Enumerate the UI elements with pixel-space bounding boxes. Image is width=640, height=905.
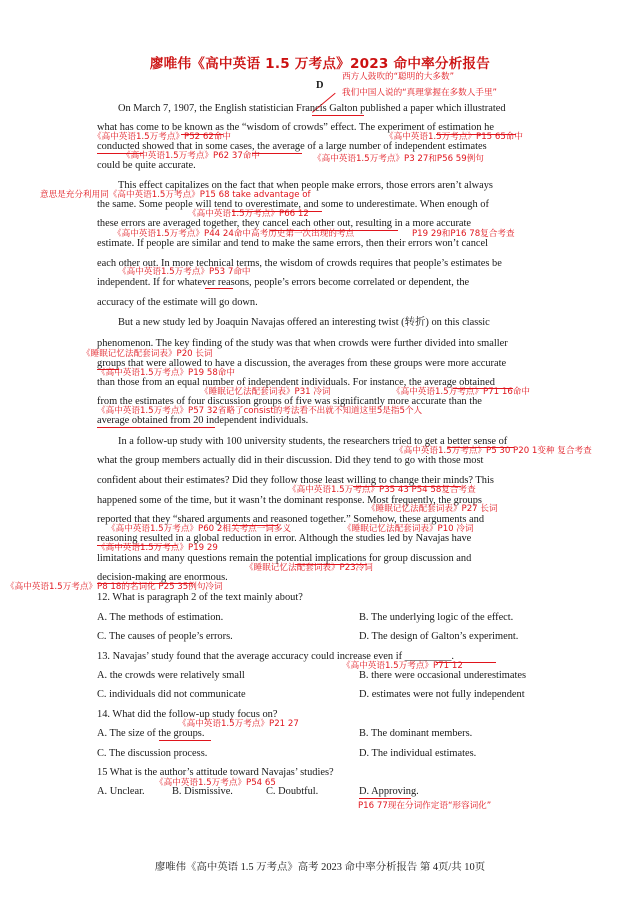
question-stem: 13. Navajas’ study found that the average accuracy could increase even if _________. (97, 651, 454, 662)
underline-mark (97, 369, 119, 370)
underline-mark (159, 740, 211, 741)
underline-mark (436, 134, 516, 135)
passage-line: But a new study led by Joaquin Navajas offered an interesting twist (转折) on this classic (118, 317, 490, 328)
note-p60: 《高中英语1.5万考点》P60 2相关考点一词多义 (107, 524, 292, 534)
passage-line: groups that were allowed to have a discussion, the averages from these groups were more accurate (97, 358, 507, 369)
underline-mark (453, 388, 513, 389)
underline-mark (97, 427, 215, 428)
question-stem: 12. What is paragraph 2 of the text mainly about? (97, 592, 303, 603)
underline-mark (312, 115, 364, 116)
note-p21: 《高中英语1.5万考点》P21 27 (178, 719, 299, 729)
answer-option: B. there were occasional underestimates (359, 670, 527, 681)
note-sleep-p10: 《睡眠记忆法配套词表》P10 冷词 (343, 524, 474, 534)
note-p19-58: 《高中英语1.5万考点》P19 58命中 (97, 368, 235, 378)
passage-line: reported that they “shared arguments and reasoned together.” Somehow, these arguments and (97, 514, 485, 525)
passage-line: accuracy of the estimate will go down. (97, 297, 258, 308)
note-p19-29b: 《高中英语1.5万考点》P19 29 (97, 543, 218, 553)
underline-mark (436, 662, 496, 663)
passage-line: could be quite accurate. (97, 160, 196, 171)
note-p53: 《高中英语1.5万考点》P53 7命中 (118, 267, 251, 277)
note-p62: 《高中英语1.5万考点》P62 37命中 (122, 151, 260, 161)
passage-line: reasoning resulted in a global reduction in error. Although the studies led by Navajas have (97, 533, 472, 544)
underline-mark (205, 288, 233, 289)
note-p57: 《高中英语1.5万考点》P57 32省略了consist的考法看不出就不知道这里5是指5个人 (97, 406, 423, 416)
underline-mark (252, 153, 302, 154)
answer-option: A. Unclear. (97, 786, 145, 797)
answer-option: D. estimates were not fully independent (359, 689, 525, 700)
note-p71-16: 《高中英语1.5万考点》P71 16命中 (392, 387, 530, 397)
note-p8: 《高中英语1.5万考点》P8 18的名词化 P25 35例句冷词 (6, 582, 223, 592)
note-p19-29: P19 29和P16 78复合考查 (412, 229, 515, 239)
underline-mark (232, 211, 322, 212)
passage-line: these errors are averaged together, they cancel each other out, resulting in a more accurate (97, 218, 472, 229)
passage-line: happened some of the time, but it wasn’t the dominant response. Most frequently, the groups (97, 495, 482, 506)
answer-option: A. the crowds were relatively small (97, 670, 245, 681)
answer-option: B. The dominant members. (359, 728, 473, 739)
passage-line: each other out. In more technical terms, the wisdom of crowds requires that people’s estimates be (97, 258, 502, 269)
underline-mark (97, 583, 193, 584)
passage-line: from the estimates of four discussion groups of five was significantly more accurate than the (97, 396, 482, 407)
underline-mark (270, 230, 398, 231)
question-stem: 15 What is the author’s attitude toward Navajas’ studies? (97, 767, 334, 778)
note-p44: 《高中英语1.5万考点》P44 24命中高考历史第一次出现的考点 (113, 229, 355, 239)
answer-option: A. The size of the groups. (97, 728, 205, 739)
note-p15: 《高中英语1.5万考点》P15 65命中 (385, 132, 523, 142)
note-sleep-p27: 《睡眠记忆法配套词表》P27 长词 (367, 504, 498, 514)
note-sleep-p23: 《睡眠记忆法配套词表》P23冷词 (245, 563, 373, 573)
passage-line: independent. If for whatever reasons, people’s errors become correlated or dependent, the (97, 277, 470, 288)
passage-line: In a follow-up study with 100 university students, the researchers tried to get a better sense of (118, 436, 508, 447)
note-p71-12: 《高中英语1.5万考点》P71 12 (342, 661, 463, 671)
answer-option: C. The discussion process. (97, 748, 208, 759)
passage-line: what the group members actually did in their discussion. Did they tend to go with those most (97, 455, 484, 466)
passage-line: On March 7, 1907, the English statistician Francis Galton published a paper which illustrated (118, 103, 506, 114)
answer-option: C. Doubtful. (266, 786, 319, 797)
note-sleep-p20: 《睡眠记忆法配套词表》P20 长词 (82, 349, 213, 359)
underline-mark (97, 153, 143, 154)
underline-mark (295, 564, 367, 565)
underline-mark (97, 545, 177, 546)
underline-mark (232, 525, 278, 526)
answer-option: B. The underlying logic of the effect. (359, 612, 514, 623)
underline-mark (448, 447, 514, 448)
note-wisdom-west: 西方人鼓吹的“聪明的大多数” (342, 72, 455, 82)
passage-line: what has come to be known as the “wisdom of crowds” effect. The experiment of estimation he (97, 122, 494, 133)
note-take-advantage: 意思是充分利用同《高中英语1.5万考点》P15 68 take advantage of (40, 190, 311, 200)
passage-line: conducted showed that in some cases, the average of a large number of independent estimates (97, 141, 487, 152)
passage-line: confident about their estimates? Did they follow those least willing to change their minds? This (97, 475, 494, 486)
answer-option: C. The causes of people’s errors. (97, 631, 233, 642)
note-p66: 《高中英语1.5万考点》P66 12 (188, 209, 309, 219)
note-p52: 《高中英语1.5万考点》P52 62命中 (93, 132, 231, 142)
passage-line: limitations and many questions remain the potential implications for group discussion and (97, 553, 472, 564)
passage-line: decision-making are enormous. (97, 572, 228, 583)
page-footer: 廖唯伟《高中英语 1.5 万考点》高考 2023 命中率分析报告 第 4页/共 10页 (154, 862, 486, 873)
note-p54: 《高中英语1.5万考点》P54 65 (155, 778, 276, 788)
answer-option: A. The methods of estimation. (97, 612, 224, 623)
passage-line: than those from an equal number of independent individuals. For instance, the average obtained (97, 377, 495, 388)
answer-option: B. Dismissive. (172, 786, 233, 797)
note-sleep-p31: 《睡眠记忆法配套词表》P31 冷词 (200, 387, 331, 397)
answer-option: D. The individual estimates. (359, 748, 477, 759)
answer-option: D. Approving. (359, 786, 419, 797)
answer-option: D. The design of Galton’s experiment. (359, 631, 519, 642)
underline-mark (353, 486, 461, 487)
question-stem: 14. What did the follow-up study focus on? (97, 709, 278, 720)
note-p35: 《高中英语1.5万考点》P35 43 P54 58复合考查 (288, 485, 476, 495)
note-p5-30: 《高中英语1.5万考点》P5 30 P20 1变种 复合考查 (395, 446, 592, 456)
passage-line: This effect capitalizes on the fact that when people make errors, those errors aren’t always (118, 180, 493, 191)
note-p3: 《高中英语1.5万考点》P3 27和P56 59例句 (313, 154, 484, 164)
underline-mark (359, 798, 411, 799)
note-p16-77: P16 77现在分词作定语“形容词化” (358, 801, 492, 811)
section-letter: D (316, 80, 324, 91)
answer-option: C. individuals did not communicate (97, 689, 246, 700)
report-title: 廖唯伟《高中英语 1.5 万考点》2023 命中率分析报告 (149, 56, 491, 72)
passage-line: average obtained from 20 independent individuals. (97, 415, 309, 426)
passage-line: phenomenon. The key finding of the study was that when crowds were further divided into smaller (97, 338, 508, 349)
passage-line: estimate. If people are similar and tend to make the same errors, then their errors won’t cancel (97, 238, 489, 249)
note-truth-chinese: 我们中国人说的“真理掌握在多数人手里” (342, 88, 497, 98)
underline-mark (181, 134, 223, 135)
passage-line: the same. Some people will tend to overestimate, and some to underestimate. When enough of (97, 199, 489, 210)
